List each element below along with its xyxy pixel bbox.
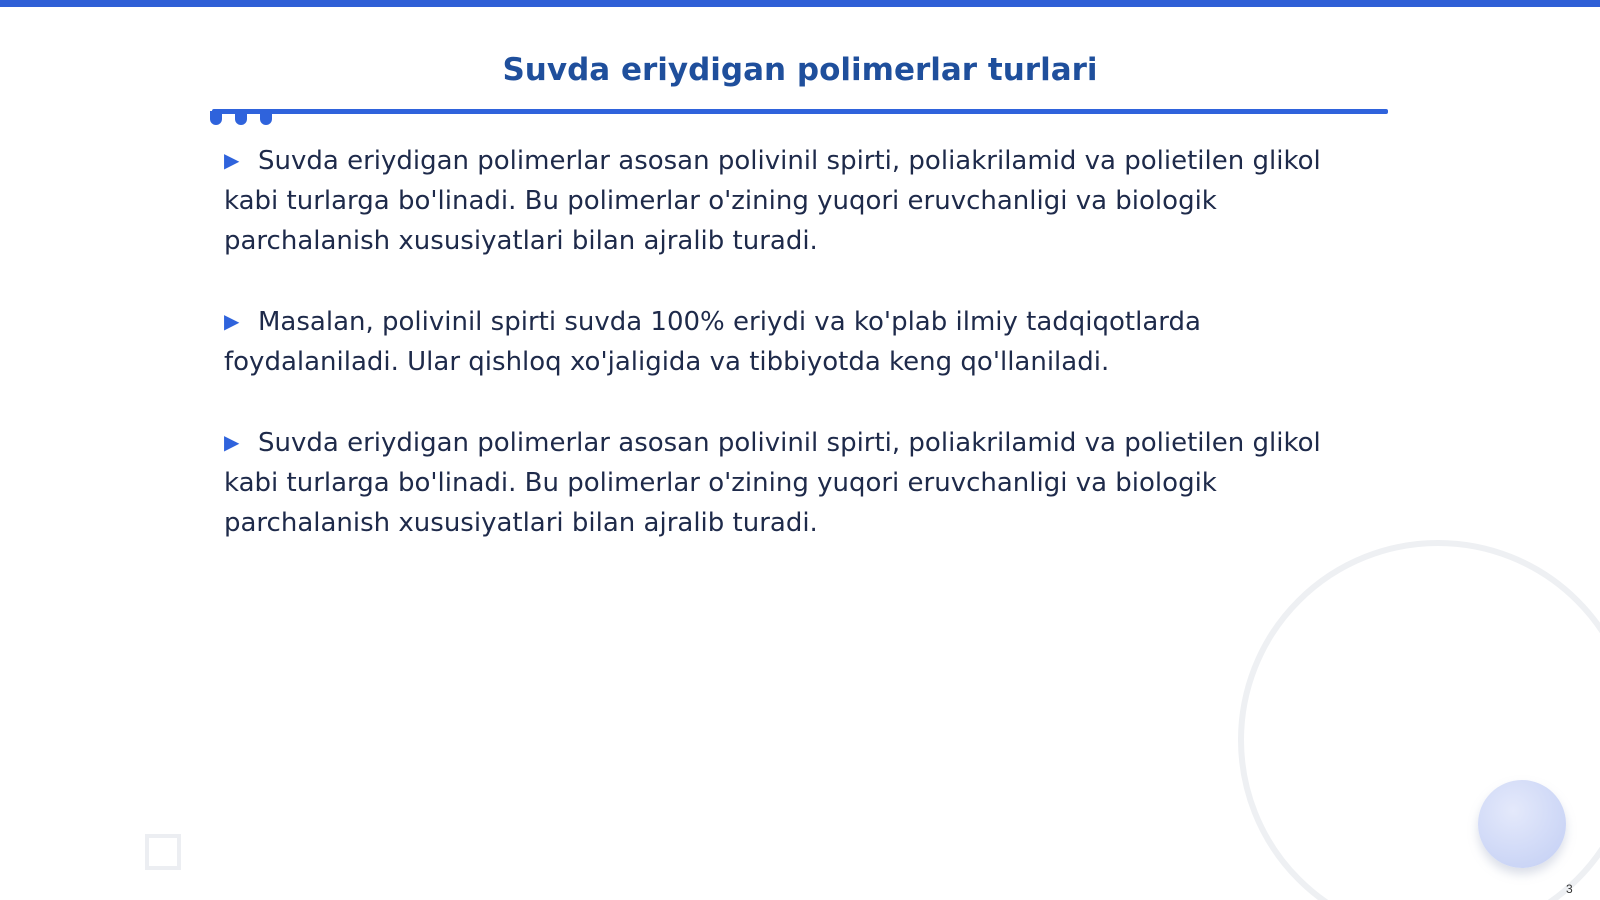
- triangle-right-icon: ▶: [224, 430, 240, 454]
- top-accent-bar: [0, 0, 1600, 7]
- bullet-item: [224, 140, 1374, 261]
- underline-dot: [260, 111, 272, 125]
- bullet-item: [224, 301, 1374, 382]
- triangle-right-icon: ▶: [224, 148, 240, 172]
- underline-dot: [210, 111, 222, 125]
- slide-title: Suvda eriydigan polimerlar turlari: [502, 52, 1098, 88]
- bullet-item: [224, 422, 1374, 543]
- triangle-right-icon: ▶: [224, 309, 240, 333]
- page-number: 3: [1566, 882, 1573, 896]
- bullet-list: [224, 140, 1374, 583]
- decorative-sphere: [1478, 780, 1566, 868]
- bullet-text: Masalan, polivinil spirti suvda 100% eriydi va ko'plab ilmiy tadqiqotlarda foydalaniladi. Ular qishloq xo'jaligida va tibbiyotda keng qo'llaniladi.: [224, 307, 1201, 377]
- title-underline: [212, 109, 1388, 114]
- bullet-text: Suvda eriydigan polimerlar asosan polivinil spirti, poliakrilamid va polietilen glikol kabi turlarga bo'linadi. Bu polimerlar o'zining yuqori eruvchanligi va biologik parchalanish xususiyatlari bilan ajralib turadi.: [224, 428, 1321, 538]
- decorative-square: [145, 834, 181, 870]
- underline-dot: [235, 111, 247, 125]
- bullet-text: Suvda eriydigan polimerlar asosan polivinil spirti, poliakrilamid va polietilen glikol kabi turlarga bo'linadi. Bu polimerlar o'zining yuqori eruvchanligi va biologik parchalanish xususiyatlari bilan ajralib turadi.: [224, 146, 1321, 256]
